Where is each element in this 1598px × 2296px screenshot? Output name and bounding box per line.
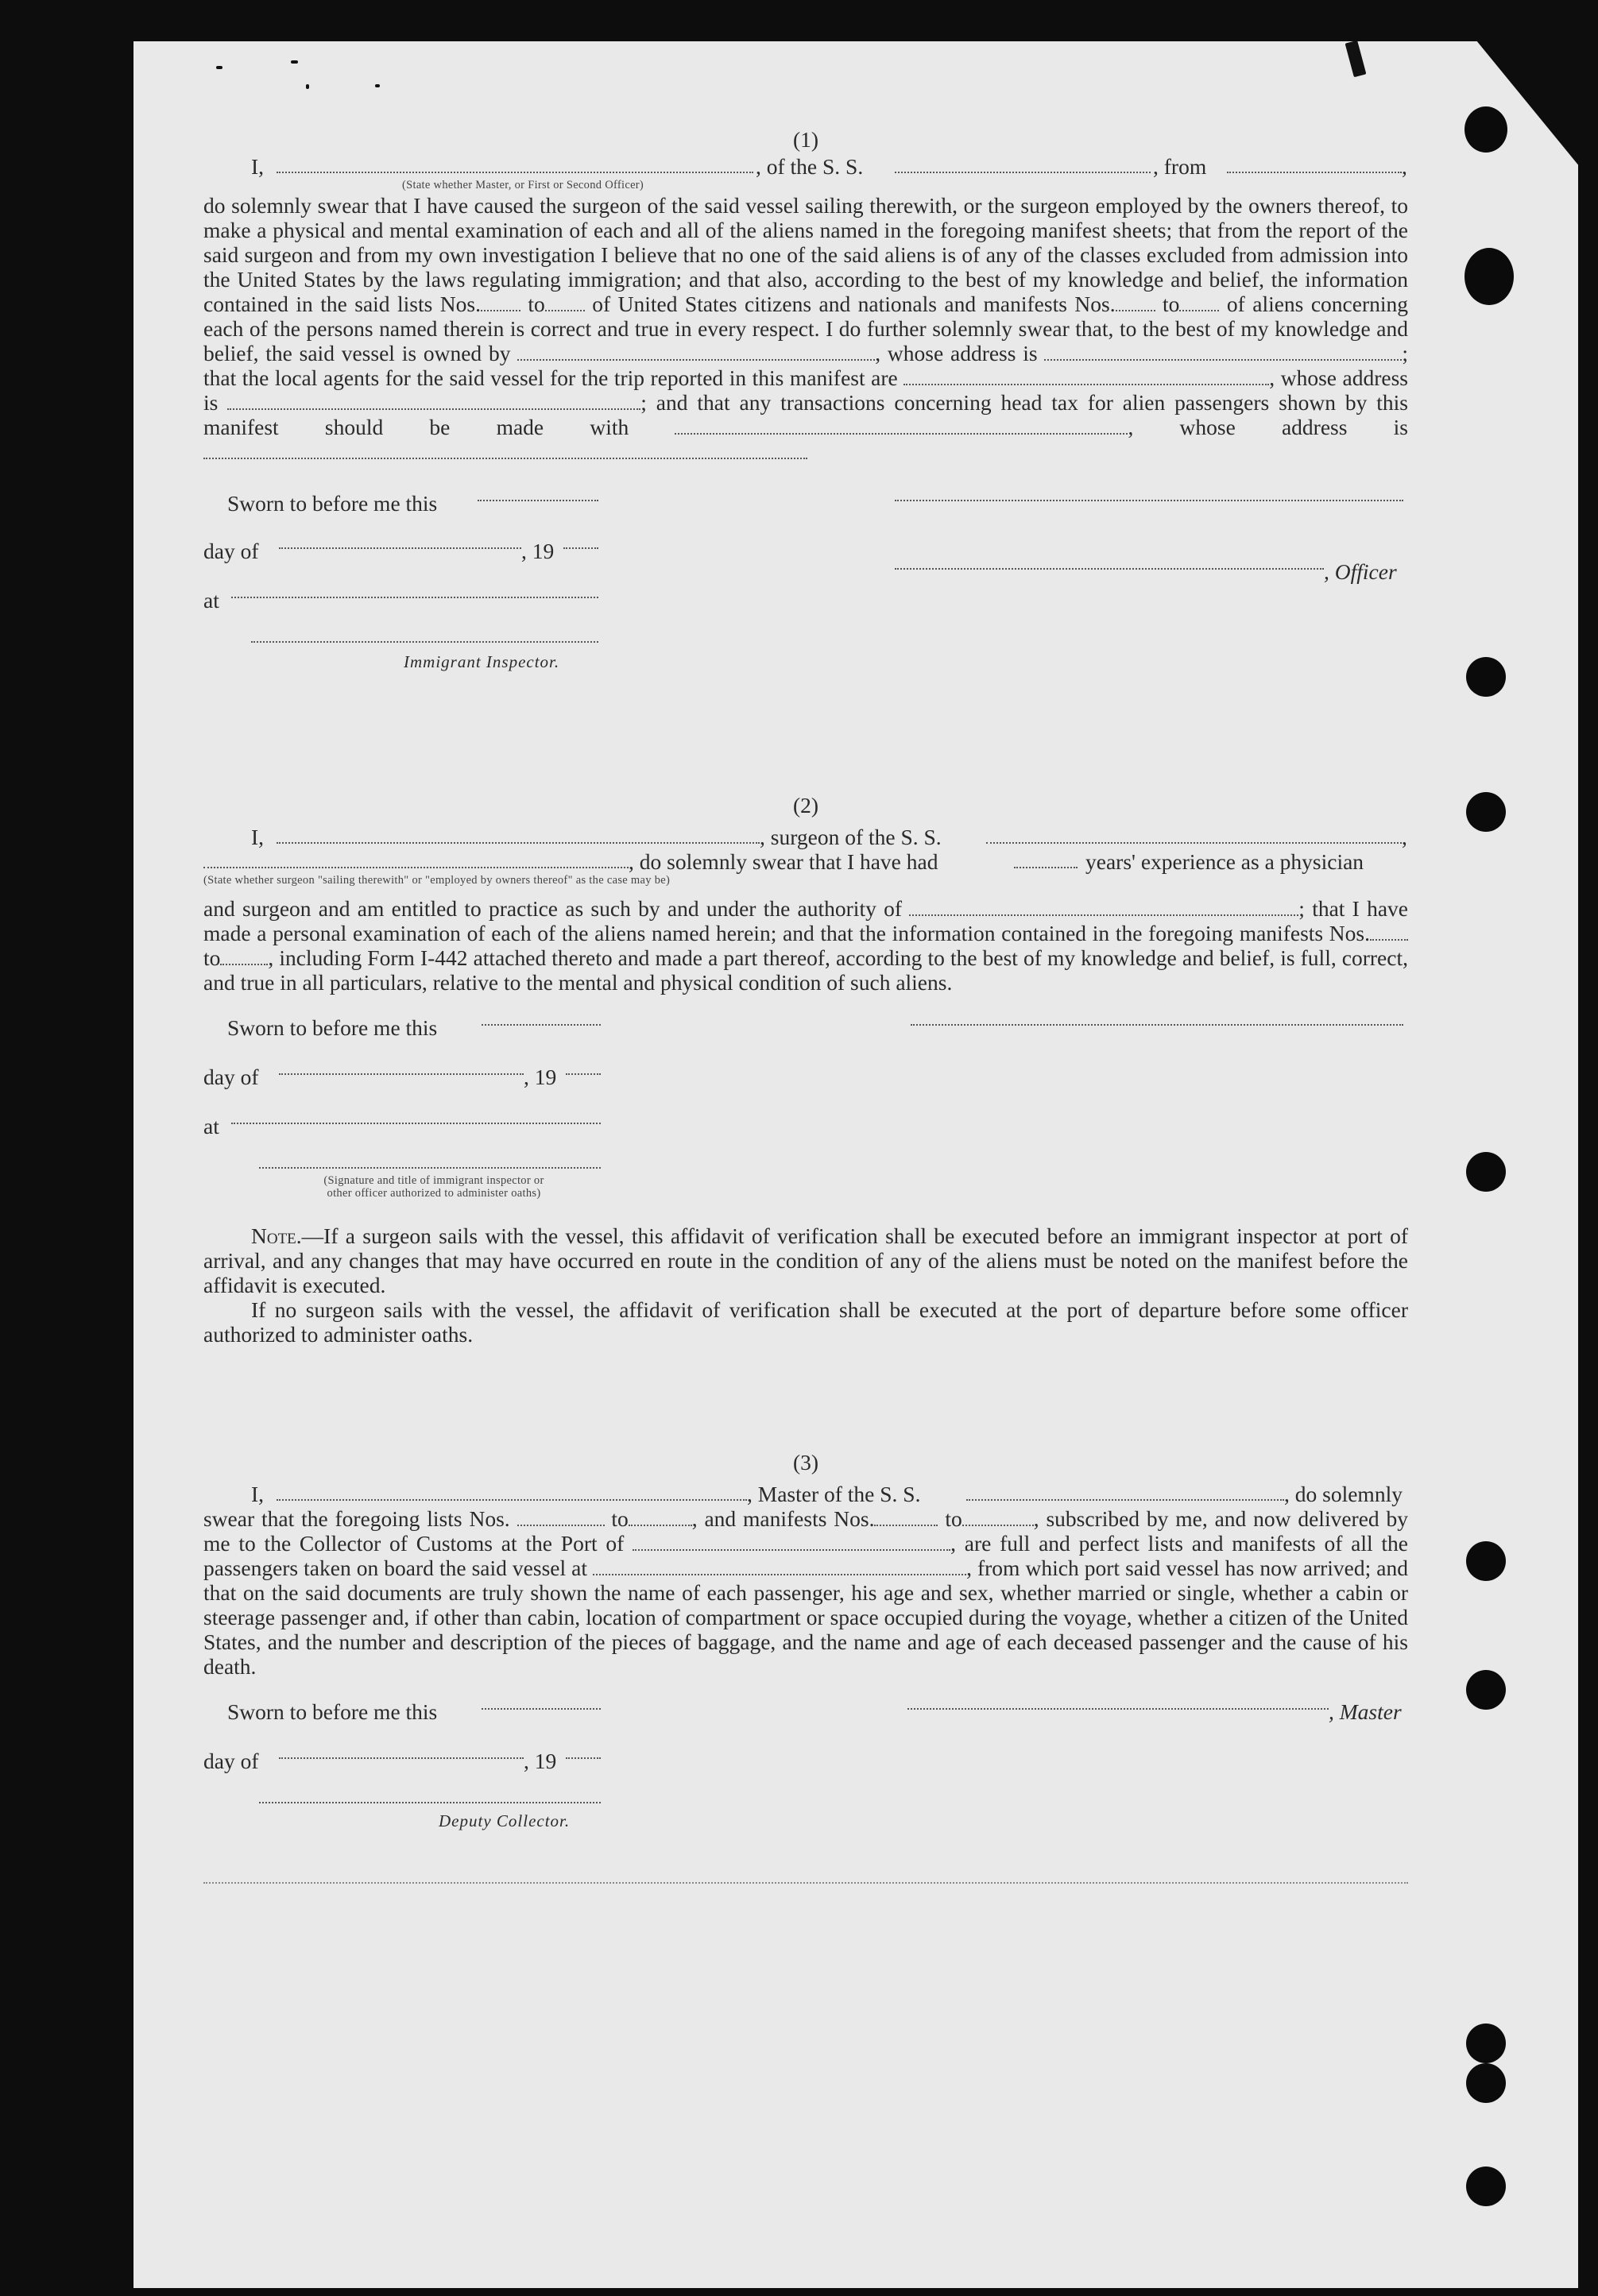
surgeon-oath-paragraph [203,896,1408,995]
manifest-from-field[interactable] [1370,922,1408,941]
at-field[interactable] [231,596,598,598]
punch-hole [1465,248,1514,305]
punch-hole [1466,2063,1506,2103]
oath-text: , whose address is [1128,415,1408,439]
line-text: I, [251,154,265,179]
head-tax-address-field[interactable] [203,440,807,459]
signature-note-line: other officer authorized to administer oaths) [327,1187,541,1200]
embark-port-field[interactable] [593,1556,966,1575]
oath-text: , and manifests Nos. [691,1506,875,1531]
oath-text: ; [1402,341,1409,365]
line-text: , do solemnly swear that I have had [629,849,938,874]
speck [216,66,222,69]
punch-hole [1466,1541,1506,1581]
oath-text: swear that the foregoing lists Nos. [203,1506,510,1531]
note-text: —If a surgeon sails with the vessel, this affidavit of verification shall be executed before an immigrant inspector at port of arrival, and any changes that may have occurred en route in the condition of any of the aliens must be noted on the manifest before the affidavit is executed. [203,1223,1408,1297]
list-from-field[interactable] [481,292,520,311]
oath-text: , from which port said vessel has now arrived; and that on the said documents are truly shown the name of each passenger, his age and sex, whether married or single, whether a cabin or steerage passenger and, if other than cabin, location of compartment or space occupied during the voyage, whether a citizen of the United States, and the number and description of the pieces of baggage, and the name and age of each deceased passenger and the cause of his death. [203,1556,1409,1679]
surgeon-ship-field[interactable] [986,825,1402,844]
officer-title-field[interactable] [895,567,1324,570]
line-text: , from [1153,154,1207,179]
punch-hole [1466,1670,1506,1710]
at-label: at [203,588,219,613]
oath-text: of aliens concerning each of the persons named therein is correct and true in every respect. I do further solemnly swear that, to the best of my knowledge and belief, the said vessel is owned by [203,292,1408,365]
surgeon-signature-field[interactable] [911,1023,1403,1026]
head-tax-party-field[interactable] [675,416,1128,435]
oath-text: that I have made a personal examination of each of the aliens named herein; and that the information contained in the foregoing manifests Nos. [203,896,1409,945]
year-label: , 19 [524,1749,557,1773]
authorized-signature-field[interactable] [259,1166,601,1169]
speck [1345,41,1367,78]
section-2-signatures [203,1015,1408,1223]
year-label: , 19 [521,539,555,563]
speck [375,84,380,87]
sworn-date-field[interactable] [482,1023,601,1026]
oath-text: to [203,945,221,970]
lists-from-field[interactable] [517,1507,605,1526]
officer-signature-field[interactable] [895,499,1403,501]
oath-text: to [611,1506,629,1531]
oath-text: to [1163,292,1180,316]
surgeon-name-field[interactable] [277,825,760,844]
day-of-field[interactable] [279,1757,524,1759]
oath-text: , are full and perfect lists and manifests of all the passengers taken on board the said vessel at [203,1531,1408,1580]
ship-name-field[interactable] [895,154,1151,173]
oath-text: , including Form I-442 attached thereto and made a part thereof, according to the best of my knowledge and belief, is full, correct, and true in all particulars, relative to the mental and physical condition of such aliens. [203,945,1408,995]
punch-hole [1466,792,1506,832]
manifest-to-field[interactable] [220,946,268,965]
punch-hole [1466,2023,1506,2063]
punch-hole [1465,106,1507,153]
note-label: Note. [251,1223,302,1248]
sworn-label: Sworn to before me this [227,1015,438,1040]
divider-line [203,1882,1408,1884]
section-1-signatures [203,481,1408,688]
section-3-signatures [203,1699,1408,1830]
day-of-label: day of [203,539,259,563]
years-field[interactable] [1014,849,1078,868]
section-number: (1) [792,127,819,152]
collector-signature-field[interactable] [259,1801,601,1803]
oath-text: to [528,292,545,316]
owner-field[interactable] [517,342,875,361]
oath-text: to [945,1506,962,1531]
line-text: I, [251,1482,265,1506]
agents-address-field[interactable] [227,391,640,410]
oath-text: ; [1298,896,1305,921]
day-of-field[interactable] [279,547,521,549]
oath-text: , whose address is [875,341,1038,365]
section-1 [203,127,1408,688]
year-field[interactable] [563,547,598,549]
manifests-from-field[interactable] [874,1507,938,1526]
section-2 [203,793,1408,1347]
port-field[interactable] [633,1532,950,1551]
oath-text: ; and that any transactions concerning head tax for alien passengers shown by this manifest should be made with [203,390,1408,439]
form-content [203,127,1408,1884]
sworn-date-field[interactable] [482,1707,601,1710]
officer-label: , Officer [1324,559,1397,584]
sworn-label: Sworn to before me this [227,491,438,516]
master-name-field[interactable] [277,1482,747,1501]
line-text: , of the S. S. [756,154,864,179]
oath-text: and surgeon and am entitled to practice as such by and under the authority of [203,896,903,921]
surgeon-type-field[interactable] [203,849,629,868]
oath-text: of United States citizens and nationals and manifests Nos. [592,292,1116,316]
note-paragraph [203,1223,1408,1297]
lists-to-field[interactable] [629,1507,692,1526]
sworn-date-field[interactable] [478,499,598,501]
inspector-label: Immigrant Inspector. [404,652,560,671]
signature-note-line: (Signature and title of immigrant inspector or [323,1174,544,1187]
sworn-label: Sworn to before me this [227,1699,438,1724]
year-field[interactable] [566,1073,601,1075]
at-field[interactable] [231,1122,601,1124]
officer-line [203,154,1408,179]
manifest-to-field[interactable] [1179,292,1219,311]
at-label: at [203,1114,219,1138]
year-label: , 19 [524,1065,557,1089]
authority-field[interactable] [909,897,1298,916]
oath-paragraph [203,193,1408,464]
owner-address-field[interactable] [1044,342,1402,361]
list-to-field[interactable] [545,292,585,311]
day-of-field[interactable] [279,1073,524,1075]
oath-text: whose address is [203,365,1409,415]
oath-text: , [1269,365,1275,390]
line-text: , surgeon of the S. S. [760,825,942,849]
agents-field[interactable] [903,366,1269,385]
oath-text: do solemnly swear that I have caused the surgeon of the said vessel sailing therewith, or the surgeon employed by the owners thereof, to make a physical and mental examination of each and all of the aliens named in the foregoing manifest sheets; that from the report of the said surgeon and from my own investigation I believe that no one of the said aliens is of any of the classes excluded from admission into the United States by the laws regulating immigration; and that also, according to the best of my knowledge and belief, the information contained in the said lists Nos. [203,193,1408,316]
master-label: , Master [1329,1699,1402,1724]
manifests-to-field[interactable] [962,1507,1034,1526]
section-3 [203,1450,1408,1884]
day-of-label: day of [203,1749,259,1773]
section-number: (3) [792,1450,819,1475]
speck [291,60,298,64]
manifest-from-field[interactable] [1116,292,1155,311]
year-field[interactable] [566,1757,601,1759]
section-number: (2) [792,793,819,818]
master-oath-paragraph [203,1506,1408,1679]
master-line [203,1482,1408,1506]
punch-hole [1466,657,1506,697]
oath-text: that the local agents for the said vessel for the trip reported in this manifest are [203,365,898,390]
collector-label: Deputy Collector. [439,1811,571,1830]
line-text: , [1402,825,1407,849]
surgeon-note: (State whether surgeon "sailing therewith" or "employed by owners thereof" as the case may be) [203,874,671,887]
master-ship-field[interactable] [966,1482,1284,1501]
from-port-field[interactable] [1227,154,1402,173]
line-text: , do solemnly [1284,1482,1403,1506]
inspector-signature-field[interactable] [251,640,598,643]
punch-hole [1466,1152,1506,1192]
punch-hole [1466,2167,1506,2206]
officer-name-field[interactable] [277,154,753,173]
day-of-label: day of [203,1065,259,1089]
line-text: , [1402,154,1407,179]
signature-note [267,1174,601,1200]
surgeon-experience-line [203,849,1408,874]
note-paragraph-2: If no surgeon sails with the vessel, the affidavit of verification shall be executed at the port of departure before some officer authorized to administer oaths. [203,1297,1408,1347]
master-signature-field[interactable] [907,1707,1329,1710]
line-text: years' experience as a physician [1085,849,1364,874]
line-text: , Master of the S. S. [747,1482,921,1506]
speck [306,84,309,89]
oath-text: , subscribed by me, and now delivered by me to the Collector of Customs at the Port of [203,1506,1409,1556]
officer-note: (State whether Master, or First or Second Officer) [402,179,644,191]
surgeon-line [203,825,1408,849]
line-text: I, [251,825,265,849]
